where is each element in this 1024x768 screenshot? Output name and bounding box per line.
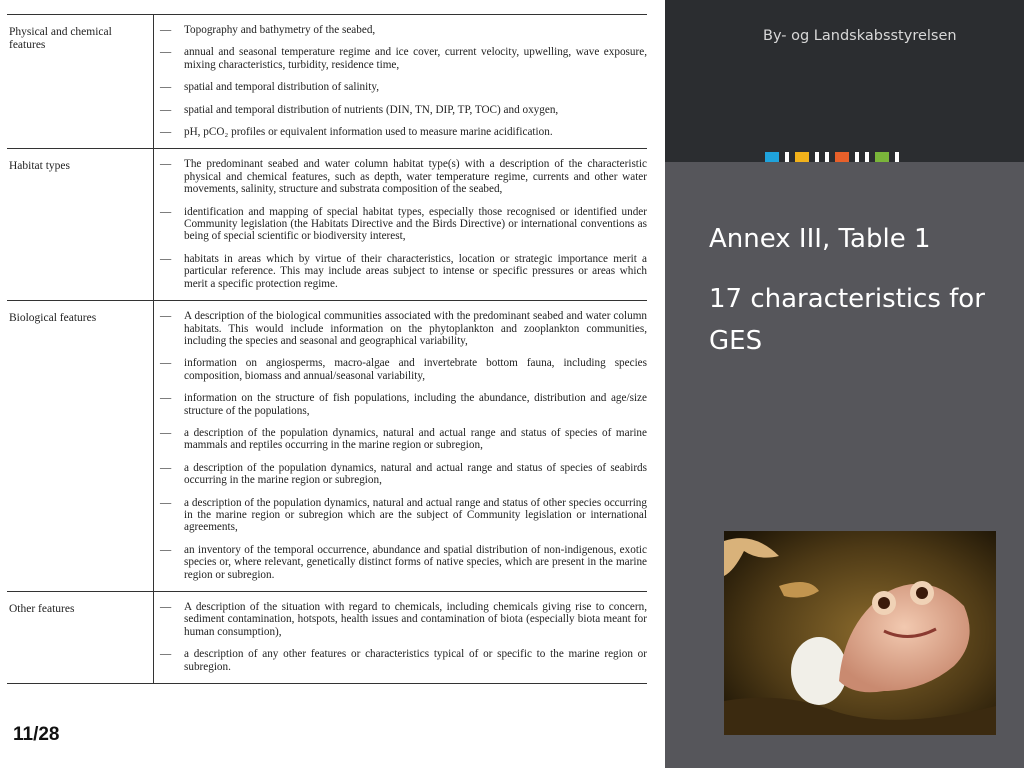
fish-pupil-left xyxy=(878,597,890,609)
logo-square xyxy=(795,152,809,162)
logo-square xyxy=(835,152,849,162)
bullet-dash: — xyxy=(160,81,172,94)
list-item xyxy=(160,24,647,36)
item-text: spatial and temporal distribution of salinity, xyxy=(184,81,380,94)
fish-photo-icon xyxy=(724,531,996,735)
bullet-dash: — xyxy=(160,601,172,613)
items-cell xyxy=(154,592,648,684)
bullet-dash: — xyxy=(160,426,172,439)
list-item xyxy=(160,104,647,116)
list-item xyxy=(160,392,647,417)
item-text: information on the structure of fish populations, including the abundance, distribution and age/size structure of the populations, xyxy=(184,392,647,417)
logo-square xyxy=(855,152,859,162)
list-item xyxy=(160,497,647,534)
item-text: information on angiosperms, macro-algae and invertebrate bottom fauna, including species composition, biomass and annual/seasonal variability, xyxy=(184,357,647,382)
item-text: The predominant seabed and water column habitat type(s) with a description of the characteristic physical and chemical features, such as depth, water temperature regime, currents and other water movements, salinity, structure and substrata composition of the seabed, xyxy=(184,158,647,196)
bullet-dash: — xyxy=(160,392,172,405)
logo-square xyxy=(895,152,899,162)
list-item xyxy=(160,601,647,638)
slide-text xyxy=(709,218,999,380)
list-item xyxy=(160,126,647,138)
logo-square xyxy=(765,152,779,162)
fish-pupil-right xyxy=(916,587,928,599)
bullet-dash: — xyxy=(160,648,172,661)
bullet-dash: — xyxy=(160,24,172,36)
bullet-dash: — xyxy=(160,126,172,139)
bullet-dash: — xyxy=(160,103,172,116)
item-text: a description of the population dynamics, natural and actual range and status of other species occurring in the marine region or subregion which are the subject of Community legislation or international agreements, xyxy=(184,496,647,534)
bullet-dash: — xyxy=(160,496,172,509)
bullet-dash: — xyxy=(160,252,172,265)
bullet-dash: — xyxy=(160,461,172,474)
item-text: Topography and bathymetry of the seabed, xyxy=(184,24,376,36)
item-text: A description of the biological communities associated with the predominant seabed and water column habitats. This would include information on the phytoplankton and zooplankton communities, including the species and seasonal and geographical variability, xyxy=(184,310,647,347)
logo-square xyxy=(875,152,889,162)
bullet-dash: — xyxy=(160,543,172,556)
list-item xyxy=(160,427,647,452)
items-cell xyxy=(154,15,648,149)
logo-square xyxy=(865,152,869,162)
category-cell: Biological features xyxy=(7,301,154,592)
bullet-dash: — xyxy=(160,46,172,59)
page-number: 11/28 xyxy=(13,724,60,745)
item-text: annual and seasonal temperature regime and ice cover, current velocity, upwelling, wave exposure, mixing characteristics, turbidity, residence time, xyxy=(184,46,647,71)
bullet-dash: — xyxy=(160,357,172,370)
item-text: a description of the population dynamics, natural and actual range and status of species of seabirds occurring in the marine region or subregion, xyxy=(184,461,647,487)
bullet-dash: — xyxy=(160,310,172,323)
list-item xyxy=(160,648,647,673)
item-text: a description of any other features or characteristics typical of or specific to the marine region or subregion. xyxy=(184,648,647,673)
list-item xyxy=(160,46,647,71)
items-cell xyxy=(154,149,648,301)
item-text: a description of the population dynamics, natural and actual range and status of species of marine mammals and reptiles occurring in the marine region or subregion, xyxy=(184,426,647,452)
logo-square xyxy=(815,152,819,162)
item-text: identification and mapping of special habitat types, especially those recognised or identified under Community legislation (the Habitats Directive and the Birds Directive) or international conventions as being of special scientific or biodiversity interest, xyxy=(184,205,647,243)
list-item xyxy=(160,310,647,347)
table-row xyxy=(7,592,647,684)
item-text: habitats in areas which by virtue of their characteristics, location or strategic importance merit a particular reference. This may include areas subject to intense or specific pressures or areas which merit a specific protection regime. xyxy=(184,252,647,290)
item-text: an inventory of the temporal occurrence, abundance and spatial distribution of non-indigenous, exotic species or, where relevant, genetically distinct forms of native species, which are present in the marine region or subregion. xyxy=(184,543,647,581)
bullet-dash: — xyxy=(160,205,172,218)
list-item xyxy=(160,158,647,195)
list-item xyxy=(160,462,647,487)
slide-heading: Annex III, Table 1 xyxy=(709,224,931,254)
logo-square xyxy=(785,152,789,162)
item-text: pH, pCO₂ profiles or equivalent information used to measure marine acidification. xyxy=(184,126,553,139)
item-text: spatial and temporal distribution of nutrients (DIN, TN, DIP, TP, TOC) and oxygen, xyxy=(184,103,559,116)
category-cell: Physical and chemical features xyxy=(7,15,154,149)
items-cell xyxy=(154,301,648,592)
category-cell: Other features xyxy=(7,592,154,684)
characteristics-table xyxy=(7,14,647,684)
logo-square xyxy=(825,152,829,162)
list-item xyxy=(160,253,647,290)
table-row xyxy=(7,149,647,301)
category-cell: Habitat types xyxy=(7,149,154,301)
table-row xyxy=(7,15,647,149)
white-shell xyxy=(791,637,847,705)
list-item xyxy=(160,544,647,581)
list-item xyxy=(160,357,647,382)
bullet-dash: — xyxy=(160,158,172,171)
header-band xyxy=(665,0,1024,162)
list-item xyxy=(160,81,647,93)
item-text: A description of the situation with regard to chemicals, including chemicals giving rise to concern, sediment contamination, hotspots, health issues and contamination of biota (especially biota meant for human consumption), xyxy=(184,601,647,638)
organization-name: By- og Landskabsstyrelsen xyxy=(763,28,957,44)
logo-squares-icon xyxy=(765,152,965,162)
table-row xyxy=(7,301,647,592)
slide-subheading: 17 characteristics for GES xyxy=(709,284,985,356)
list-item xyxy=(160,206,647,243)
